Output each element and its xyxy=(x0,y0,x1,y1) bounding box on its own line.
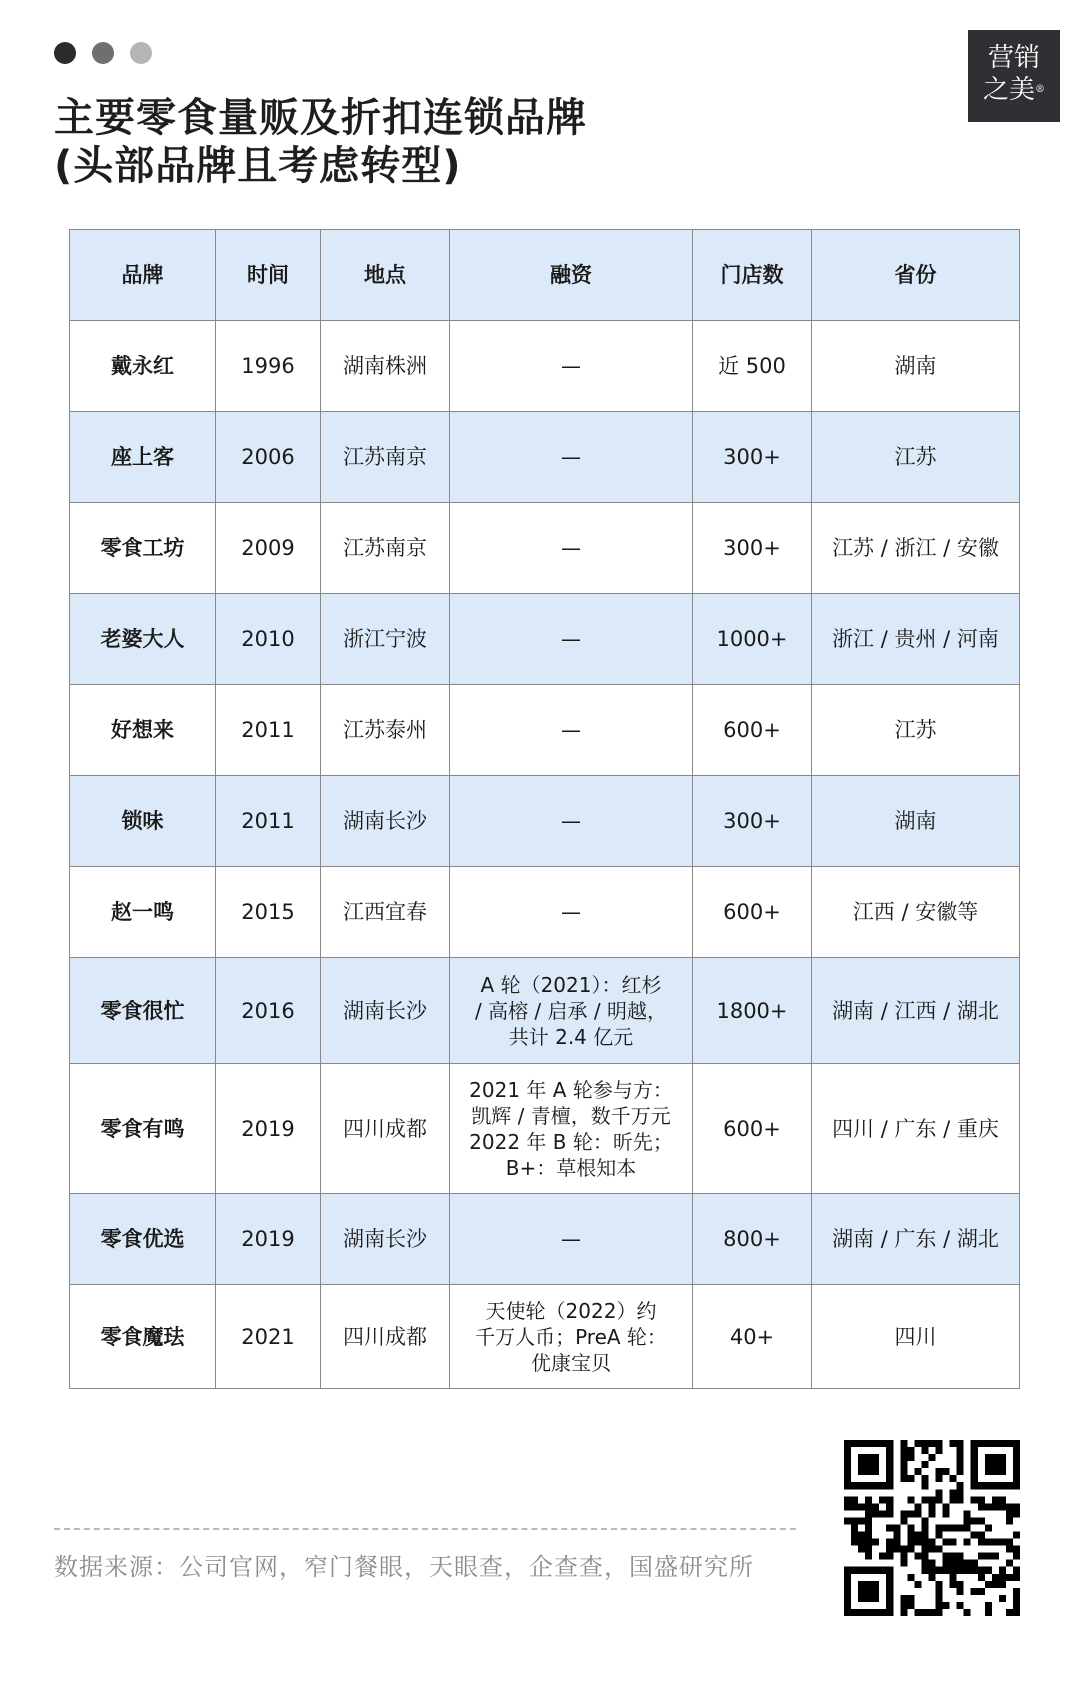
funding-cell: — xyxy=(450,1194,693,1285)
year-cell: 2016 xyxy=(216,958,321,1064)
brand-cell: 零食工坊 xyxy=(70,503,216,594)
brand-cell: 好想来 xyxy=(70,685,216,776)
stores-cell: 800+ xyxy=(693,1194,812,1285)
year-cell: 2006 xyxy=(216,412,321,503)
location-cell: 江西宜春 xyxy=(321,867,450,958)
location-cell: 湖南株洲 xyxy=(321,321,450,412)
stores-cell: 300+ xyxy=(693,503,812,594)
year-cell: 2011 xyxy=(216,776,321,867)
footer-divider xyxy=(54,1528,796,1530)
dot-dark xyxy=(54,42,76,64)
brand-cell: 零食优选 xyxy=(70,1194,216,1285)
table-row xyxy=(70,867,1020,958)
table-row xyxy=(70,1285,1020,1389)
funding-cell: — xyxy=(450,685,693,776)
provinces-cell: 四川 / 广东 / 重庆 xyxy=(812,1064,1020,1194)
year-cell: 2011 xyxy=(216,685,321,776)
registered-mark: ® xyxy=(1035,84,1045,95)
stores-cell: 1800+ xyxy=(693,958,812,1064)
provinces-cell: 江西 / 安徽等 xyxy=(812,867,1020,958)
table-row xyxy=(70,412,1020,503)
funding-cell: — xyxy=(450,867,693,958)
table-row xyxy=(70,503,1020,594)
stores-cell: 300+ xyxy=(693,412,812,503)
table-row xyxy=(70,776,1020,867)
provinces-cell: 浙江 / 贵州 / 河南 xyxy=(812,594,1020,685)
column-header: 省份 xyxy=(812,230,1020,321)
qr-code xyxy=(844,1440,1020,1616)
funding-cell: — xyxy=(450,594,693,685)
provinces-cell: 江苏 xyxy=(812,685,1020,776)
brand-logo xyxy=(968,30,1060,122)
column-header: 融资 xyxy=(450,230,693,321)
location-cell: 湖南长沙 xyxy=(321,776,450,867)
location-cell: 江苏泰州 xyxy=(321,685,450,776)
year-cell: 2019 xyxy=(216,1064,321,1194)
table-row xyxy=(70,1194,1020,1285)
table-row xyxy=(70,321,1020,412)
logo-line2: 之美® xyxy=(982,75,1045,105)
provinces-cell: 湖南 xyxy=(812,321,1020,412)
funding-cell: — xyxy=(450,776,693,867)
stores-cell: 600+ xyxy=(693,1064,812,1194)
location-cell: 江苏南京 xyxy=(321,503,450,594)
column-header: 地点 xyxy=(321,230,450,321)
window-dots xyxy=(54,42,152,64)
provinces-cell: 四川 xyxy=(812,1285,1020,1389)
funding-cell: 2021 年 A 轮参与方： 凯辉 / 青檀，数千万元 2022 年 B 轮：昕先； B+：草根知本 xyxy=(450,1064,693,1194)
stores-cell: 近 500 xyxy=(693,321,812,412)
table-body xyxy=(70,321,1020,1389)
year-cell: 1996 xyxy=(216,321,321,412)
location-cell: 浙江宁波 xyxy=(321,594,450,685)
column-header: 品牌 xyxy=(70,230,216,321)
funding-cell: 天使轮（2022）约 千万人币；PreA 轮： 优康宝贝 xyxy=(450,1285,693,1389)
stores-cell: 600+ xyxy=(693,685,812,776)
year-cell: 2009 xyxy=(216,503,321,594)
stores-cell: 300+ xyxy=(693,776,812,867)
funding-cell: — xyxy=(450,503,693,594)
table-header-row xyxy=(70,230,1020,321)
funding-cell: A 轮（2021）：红杉 / 高榕 / 启承 / 明越， 共计 2.4 亿元 xyxy=(450,958,693,1064)
location-cell: 四川成都 xyxy=(321,1064,450,1194)
table-row xyxy=(70,685,1020,776)
table-row xyxy=(70,594,1020,685)
provinces-cell: 湖南 xyxy=(812,776,1020,867)
location-cell: 四川成都 xyxy=(321,1285,450,1389)
provinces-cell: 江苏 xyxy=(812,412,1020,503)
brand-table xyxy=(69,229,1020,1389)
brand-cell: 零食有鸣 xyxy=(70,1064,216,1194)
year-cell: 2015 xyxy=(216,867,321,958)
dot-light xyxy=(130,42,152,64)
brand-cell: 戴永红 xyxy=(70,321,216,412)
provinces-cell: 湖南 / 广东 / 湖北 xyxy=(812,1194,1020,1285)
logo-line1: 营销 xyxy=(987,43,1040,73)
location-cell: 江苏南京 xyxy=(321,412,450,503)
page-title-line2: (头部品牌且考虑转型) xyxy=(54,143,462,189)
brand-cell: 零食很忙 xyxy=(70,958,216,1064)
column-header: 时间 xyxy=(216,230,321,321)
column-header: 门店数 xyxy=(693,230,812,321)
funding-cell: — xyxy=(450,321,693,412)
brand-cell: 锁味 xyxy=(70,776,216,867)
stores-cell: 600+ xyxy=(693,867,812,958)
location-cell: 湖南长沙 xyxy=(321,1194,450,1285)
year-cell: 2021 xyxy=(216,1285,321,1389)
provinces-cell: 湖南 / 江西 / 湖北 xyxy=(812,958,1020,1064)
page-title-line1: 主要零食量贩及折扣连锁品牌 xyxy=(54,95,587,141)
brand-cell: 零食魔珐 xyxy=(70,1285,216,1389)
table-row xyxy=(70,958,1020,1064)
brand-cell: 赵一鸣 xyxy=(70,867,216,958)
location-cell: 湖南长沙 xyxy=(321,958,450,1064)
funding-cell: — xyxy=(450,412,693,503)
year-cell: 2019 xyxy=(216,1194,321,1285)
data-source-note: 数据来源：公司官网，窄门餐眼，天眼查，企查查，国盛研究所 xyxy=(54,1553,754,1581)
brand-cell: 座上客 xyxy=(70,412,216,503)
dot-mid xyxy=(92,42,114,64)
stores-cell: 40+ xyxy=(693,1285,812,1389)
stores-cell: 1000+ xyxy=(693,594,812,685)
provinces-cell: 江苏 / 浙江 / 安徽 xyxy=(812,503,1020,594)
table-row xyxy=(70,1064,1020,1194)
brand-cell: 老婆大人 xyxy=(70,594,216,685)
year-cell: 2010 xyxy=(216,594,321,685)
